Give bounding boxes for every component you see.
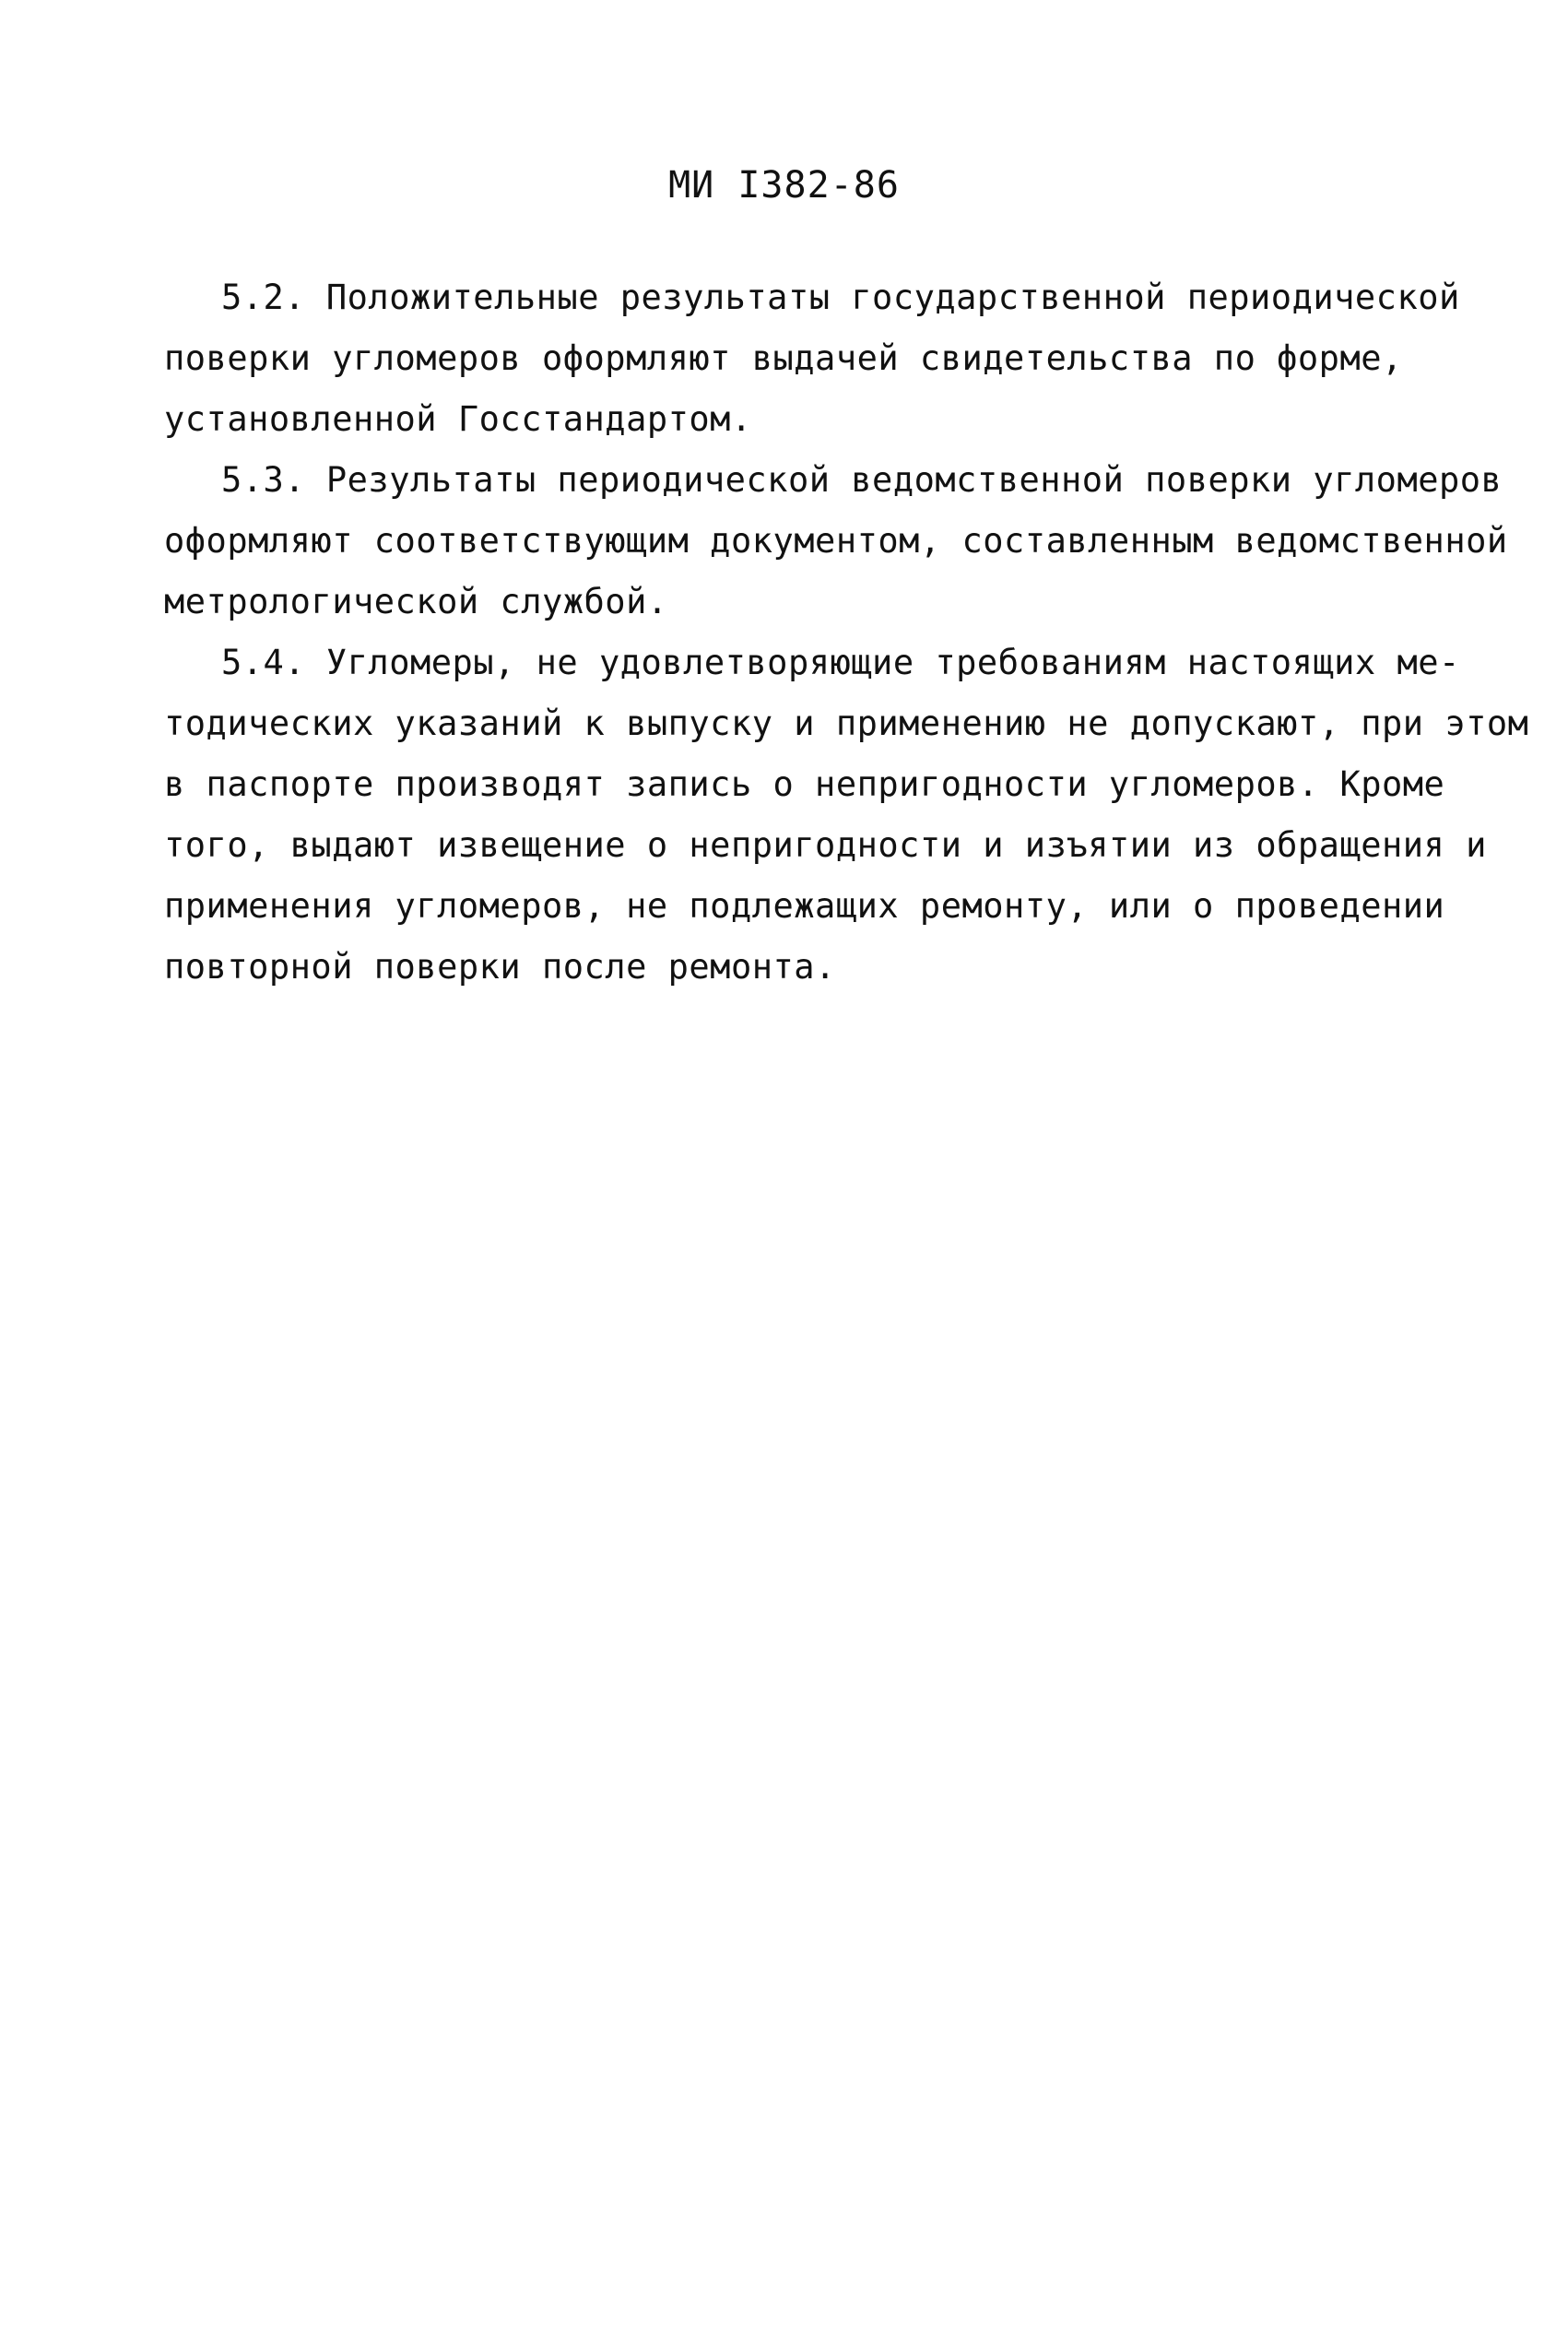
section-5-3-line-2: оформляют соответствующим документом, составленным ведомственной: [164, 521, 1508, 561]
section-5-4: [164, 633, 1529, 998]
section-5-4-line-6: повторной поверки после ремонта.: [164, 947, 836, 987]
section-5-2: [164, 267, 1460, 450]
section-5-2-line-3: установленной Госстандартом.: [164, 399, 752, 439]
section-5-3: [164, 450, 1508, 633]
section-5-4-line-4: того, выдают извещение о непригодности и изъятии из обращения и: [164, 825, 1487, 865]
section-5-2-line-1: 5.2. Положительные результаты государственной периодической: [221, 278, 1460, 317]
section-5-3-line-3: метрологической службой.: [164, 582, 668, 621]
section-5-3-line-1: 5.3. Результаты периодической ведомственной поверки угломеров: [221, 460, 1503, 500]
document-code-header: МИ I382-86: [668, 164, 900, 207]
section-5-4-line-1: 5.4. Угломеры, не удовлетворяющие требованиям настоящих ме-: [221, 643, 1460, 682]
section-5-4-line-5: применения угломеров, не подлежащих ремонту, или о проведении: [164, 886, 1445, 926]
section-5-2-line-2: поверки угломеров оформляют выдачей свидетельства по форме,: [164, 338, 1403, 378]
document-body: [164, 267, 1529, 998]
section-5-4-line-2: тодических указаний к выпуску и применению не допускают, при этом: [164, 704, 1529, 743]
section-5-4-line-3: в паспорте производят запись о непригодности угломеров. Кроме: [164, 764, 1445, 804]
